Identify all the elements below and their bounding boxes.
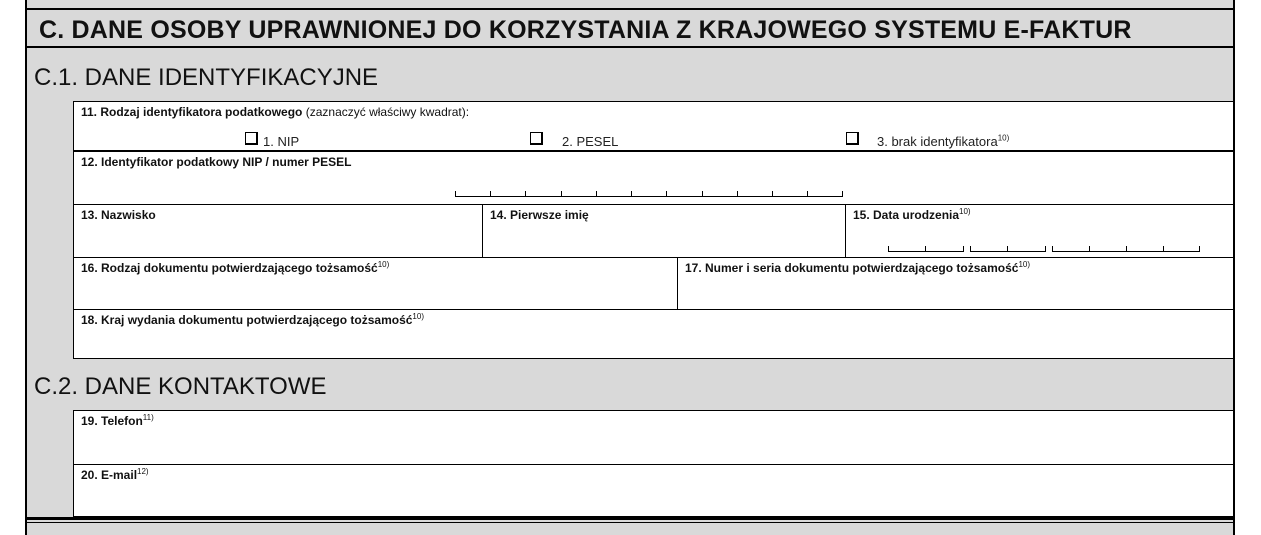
field-13-surname[interactable] <box>73 204 483 258</box>
birth-year-comb <box>1052 246 1200 252</box>
field-16-label: 16. Rodzaj dokumentu potwierdzającego tożsamość$^{10)}$ <box>81 260 390 275</box>
field-19-label: 19. Telefon$^{11)}$ <box>81 413 154 428</box>
field-13-label: 13. Nazwisko <box>81 208 156 222</box>
field-14-first-name[interactable] <box>482 204 846 258</box>
section-c-title: C. DANE OSOBY UPRAWNIONEJ DO KORZYSTANIA Z KRAJOWEGO SYSTEMU E-FAKTUR <box>39 16 1132 44</box>
section-c2-title: C.2. DANE KONTAKTOWE <box>34 373 327 400</box>
section-c1-title: C.1. DANE IDENTYFIKACYJNE <box>34 64 379 91</box>
birth-month-comb <box>970 246 1046 252</box>
field-16-document-type[interactable] <box>73 257 678 310</box>
pesel-checkbox[interactable] <box>530 132 543 145</box>
form-frame <box>25 0 1235 535</box>
field-17-label: 17. Numer i seria dokumentu potwierdzającego tożsamość$^{10)}$ <box>685 260 1030 275</box>
field-20-email[interactable] <box>73 464 1234 517</box>
field-11-identifier-type <box>73 101 1234 151</box>
field-18-label: 18. Kraj wydania dokumentu potwierdzającego tożsamość$^{10)}$ <box>81 312 424 327</box>
field-20-label: 20. E-mail$^{12)}$ <box>81 467 149 482</box>
field-17-document-number[interactable] <box>677 257 1234 310</box>
section-c2-header <box>27 366 1233 406</box>
section-c-header <box>27 8 1233 48</box>
nip-checkbox[interactable] <box>245 132 258 145</box>
field-12-nip-pesel[interactable] <box>73 151 1234 205</box>
nip-option-label: 1. NIP <box>263 134 300 149</box>
field-11-label: 11. Rodzaj identyfikatora podatkowego (zaznaczyć właściwy kwadrat): <box>81 105 470 119</box>
section-bottom-rule <box>27 517 1233 520</box>
next-section-top-rule <box>27 522 1233 523</box>
birth-day-comb <box>888 246 964 252</box>
nip-pesel-digit-comb <box>455 191 843 197</box>
pesel-option-label: 2. PESEL <box>562 134 619 149</box>
field-15-label: 15. Data urodzenia$^{10)}$ <box>853 207 971 222</box>
field-18-issuing-country[interactable] <box>73 309 1234 359</box>
field-14-label: 14. Pierwsze imię <box>490 208 589 222</box>
field-12-label: 12. Identyfikator podatkowy NIP / numer PESEL <box>81 155 352 169</box>
no-identifier-checkbox[interactable] <box>846 132 859 145</box>
field-15-birth-date[interactable] <box>845 204 1234 258</box>
no-identifier-option-label: 3. brak identyfikatora$^{10)}$ <box>877 133 1010 149</box>
section-c1-header <box>27 57 1233 97</box>
field-19-phone[interactable] <box>73 410 1234 465</box>
